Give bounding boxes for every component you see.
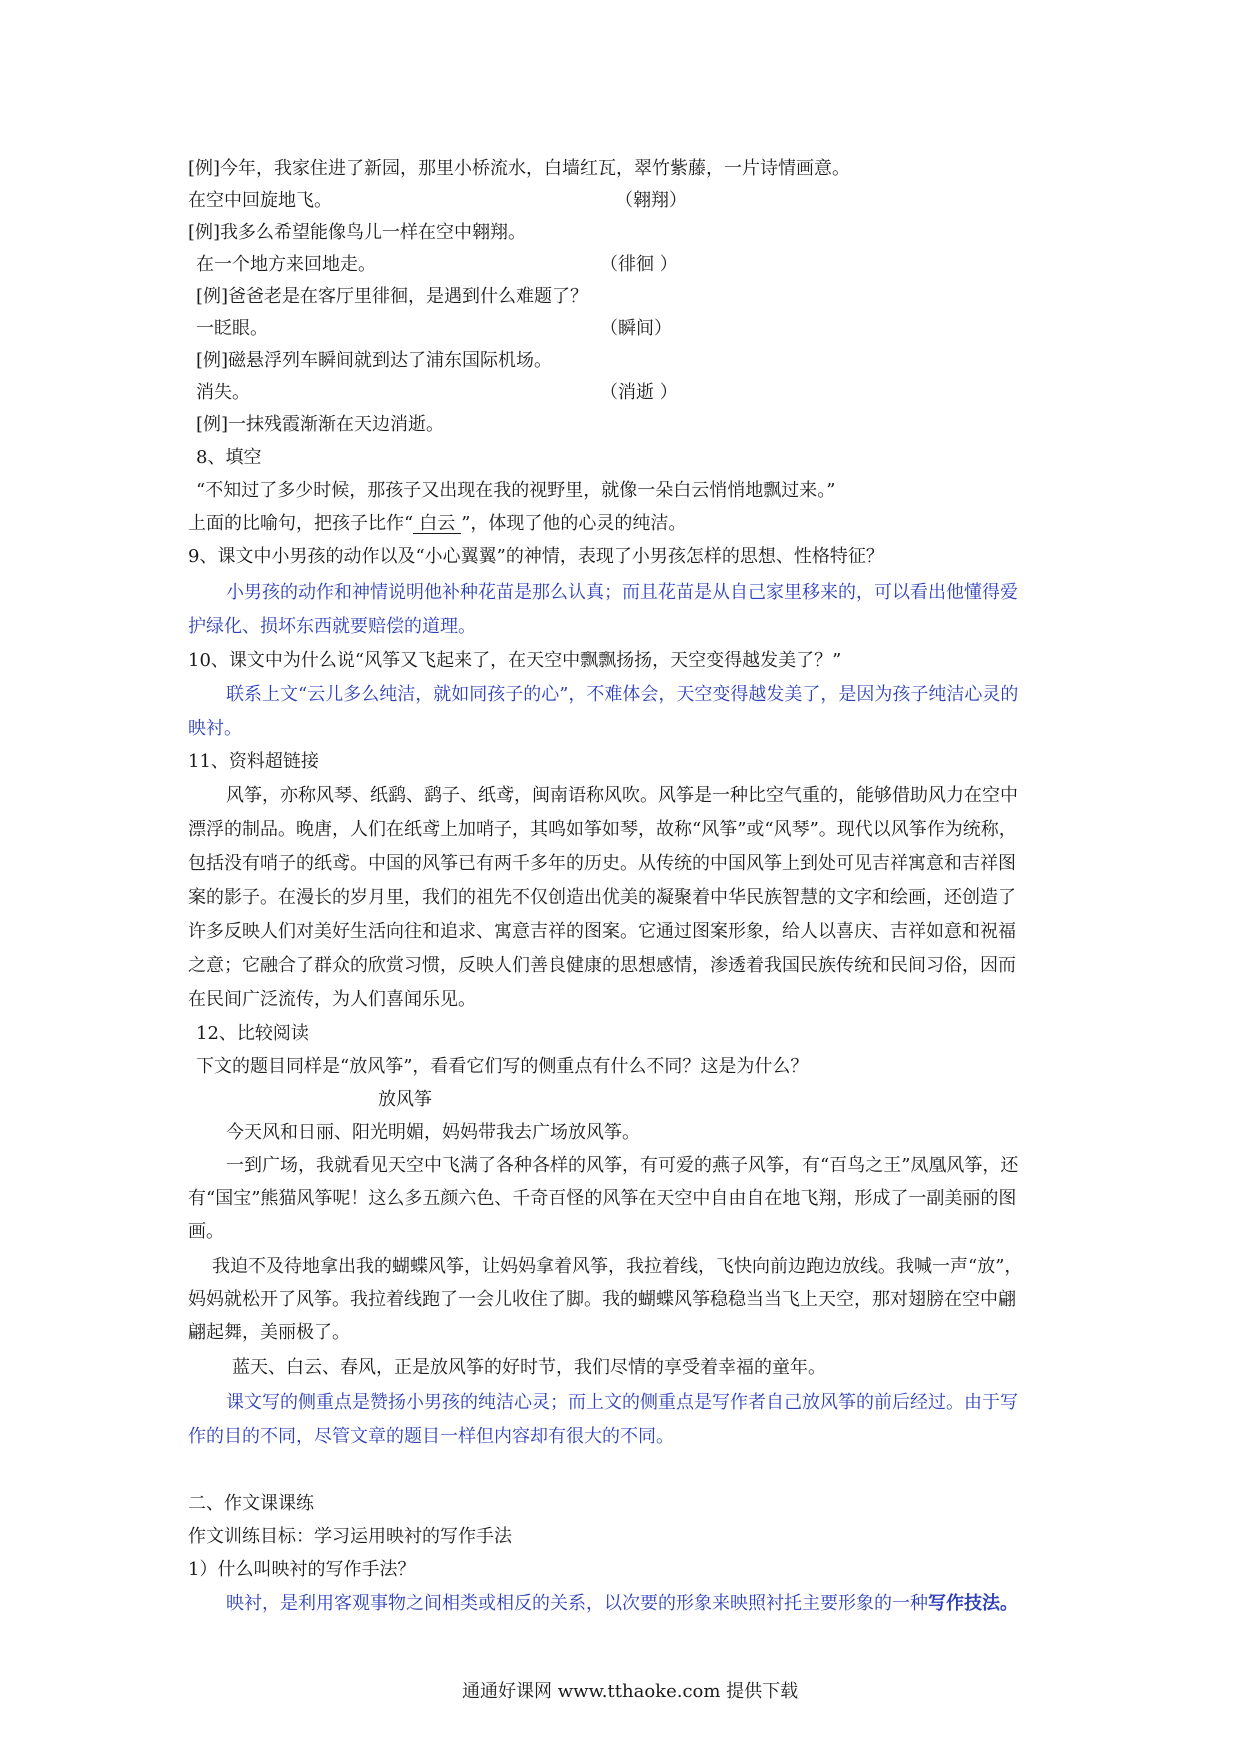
q12-prompt: 下文的题目同样是“放风筝”，看看它们写的侧重点有什么不同？这是为什么？ — [196, 1056, 809, 1077]
section2-goal: 作文训练目标：学习运用映衬的写作手法 — [188, 1526, 512, 1547]
vocab-answer-4: （瞬间） — [600, 318, 672, 339]
q11-paragraph-line-4: 案的影子。在漫长的岁月里，我们的祖先不仅创造出优美的凝聚着中华民族智慧的文字和绘画，还创造了 — [188, 887, 1016, 908]
q11-paragraph-line-6: 之意；它融合了群众的欣赏习惯，反映人们善良健康的思想感情，渗透着我国民族传统和民间习俗，因而 — [188, 955, 1016, 976]
q11-paragraph-line-3: 包括没有哨子的纸鸢。中国的风筝已有两千多年的历史。从传统的中国风筝上到处可见吉祥寓意和吉祥图 — [188, 853, 1016, 874]
vocab-definition-4: 一眨眼。 — [196, 318, 268, 339]
q11-paragraph-line-2: 漂浮的制品。晚唐，人们在纸鸢上加哨子，其鸣如筝如琴，故称“风筝”或“风琴”。现代以风筝作为统称， — [188, 819, 1017, 840]
q10-answer-line-2: 映衬。 — [188, 718, 242, 739]
q9-answer-line-2: 护绿化、损坏东西就要赔偿的道理。 — [188, 616, 476, 637]
q11-paragraph-line-7: 在民间广泛流传，为人们喜闻乐见。 — [188, 989, 476, 1010]
vocab-answer-3: （徘徊 ） — [600, 254, 678, 275]
q12-passage-p3-line-2: 妈妈就松开了风筝。我拉着线跑了一会儿收住了脚。我的蝴蝶风筝稳稳当当飞上天空，那对翅膀在空中翩 — [188, 1289, 1016, 1310]
q12-title: 12、比较阅读 — [196, 1023, 309, 1044]
q8-fill-pre: 上面的比喻句，把孩子比作“ — [188, 513, 414, 534]
q8-fill-answer: 白云 — [413, 515, 461, 534]
q12-passage-p4: 蓝天、白云、春风，正是放风筝的好时节，我们尽情的享受着幸福的童年。 — [232, 1357, 826, 1378]
vocab-answer-5: （消逝 ） — [600, 382, 678, 403]
q12-passage-p2-line-2: 有“国宝”熊猫风筝呢！这么多五颜六色、千奇百怪的风筝在天空中自由自在地飞翔，形成了一副美丽的图 — [188, 1188, 1017, 1209]
q10-title: 10、课文中为什么说“风筝又飞起来了，在天空中飘飘扬扬，天空变得越发美了？” — [188, 650, 842, 671]
vocab-example-4: [例]磁悬浮列车瞬间就到达了浦东国际机场。 — [196, 350, 553, 371]
q12-passage-p1: 今天风和日丽、阳光明媚，妈妈带我去广场放风筝。 — [226, 1122, 640, 1143]
q9-answer-line-1: 小男孩的动作和神情说明他补种花苗是那么认真；而且花苗是从自己家里移来的，可以看出他懂得爱 — [226, 582, 1018, 603]
vocab-example-2: [例]我多么希望能像鸟儿一样在空中翱翔。 — [188, 222, 527, 243]
q12-answer-line-1: 课文写的侧重点是赞扬小男孩的纯洁心灵；而上文的侧重点是写作者自己放风筝的前后经过。由于写 — [226, 1392, 1018, 1413]
q12-passage-p2-line-1: 一到广场，我就看见天空中飞满了各种各样的风筝，有可爱的燕子风筝，有“百鸟之王”凤凰风筝，还 — [226, 1155, 1019, 1176]
q11-paragraph-line-1: 风筝，亦称风琴、纸鹞、鹞子、纸鸢，闽南语称风吹。风筝是一种比空气重的，能够借助风力在空中 — [226, 785, 1018, 806]
q12-answer-line-2: 作的目的不同，尽管文章的题目一样但内容却有很大的不同。 — [188, 1426, 674, 1447]
q8-title: 8、填空 — [196, 447, 262, 468]
section2-title: 二、作文课课练 — [188, 1493, 314, 1514]
q10-answer-line-1: 联系上文“云儿多么纯洁，就如同孩子的心”，不难体会，天空变得越发美了，是因为孩子纯洁心灵的 — [226, 684, 1019, 705]
q8-fill-post: ”，体现了他的心灵的纯洁。 — [461, 513, 687, 534]
q12-passage-p3-line-3: 翩起舞，美丽极了。 — [188, 1322, 350, 1343]
footer-text: 通通好课网 www.tthaoke.com 提供下载 — [462, 1681, 799, 1702]
q11-paragraph-line-5: 许多反映人们对美好生活向往和追求、寓意吉祥的图案。它通过图案形象，给人以喜庆、吉祥如意和祝福 — [188, 921, 1016, 942]
q11-title: 11、资料超链接 — [188, 751, 319, 772]
vocab-definition-5: 消失。 — [196, 382, 250, 403]
q12-passage-title: 放风筝 — [378, 1089, 432, 1110]
q12-passage-p2-line-3: 画。 — [188, 1221, 224, 1242]
vocab-definition-3: 在一个地方来回地走。 — [196, 254, 376, 275]
vocab-example-1: [例]今年，我家住进了新园，那里小桥流水，白墙红瓦，翠竹紫藤，一片诗情画意。 — [188, 158, 851, 179]
vocab-definition-2: 在空中回旋地飞。 — [188, 190, 332, 211]
section2-question-1: 1）什么叫映衬的写作手法？ — [188, 1559, 416, 1580]
q12-passage-p3-line-1: 我迫不及待地拿出我的蝴蝶风筝，让妈妈拿着风筝，我拉着线，飞快向前边跑边放线。我喊一声“放”， — [212, 1256, 1023, 1277]
section2-answer-text: 映衬，是利用客观事物之间相类或相反的关系，以次要的形象来映照衬托主要形象的一种 — [226, 1593, 928, 1614]
q9-title: 9、课文中小男孩的动作以及“小心翼翼”的神情，表现了小男孩怎样的思想、性格特征？ — [188, 546, 884, 567]
section2-answer — [226, 1595, 1018, 1613]
q8-fill-sentence — [188, 515, 686, 534]
section2-answer-bold: 写作技法。 — [928, 1593, 1018, 1614]
vocab-example-3: [例]爸爸老是在客厅里徘徊，是遇到什么难题了？ — [196, 286, 589, 307]
q8-quote: “不知过了多少时候，那孩子又出现在我的视野里，就像一朵白云悄悄地飘过来。” — [196, 480, 836, 501]
vocab-answer-2: （翱翔） — [615, 190, 687, 211]
vocab-example-5: [例]一抹残霞渐渐在天边消逝。 — [196, 414, 445, 435]
